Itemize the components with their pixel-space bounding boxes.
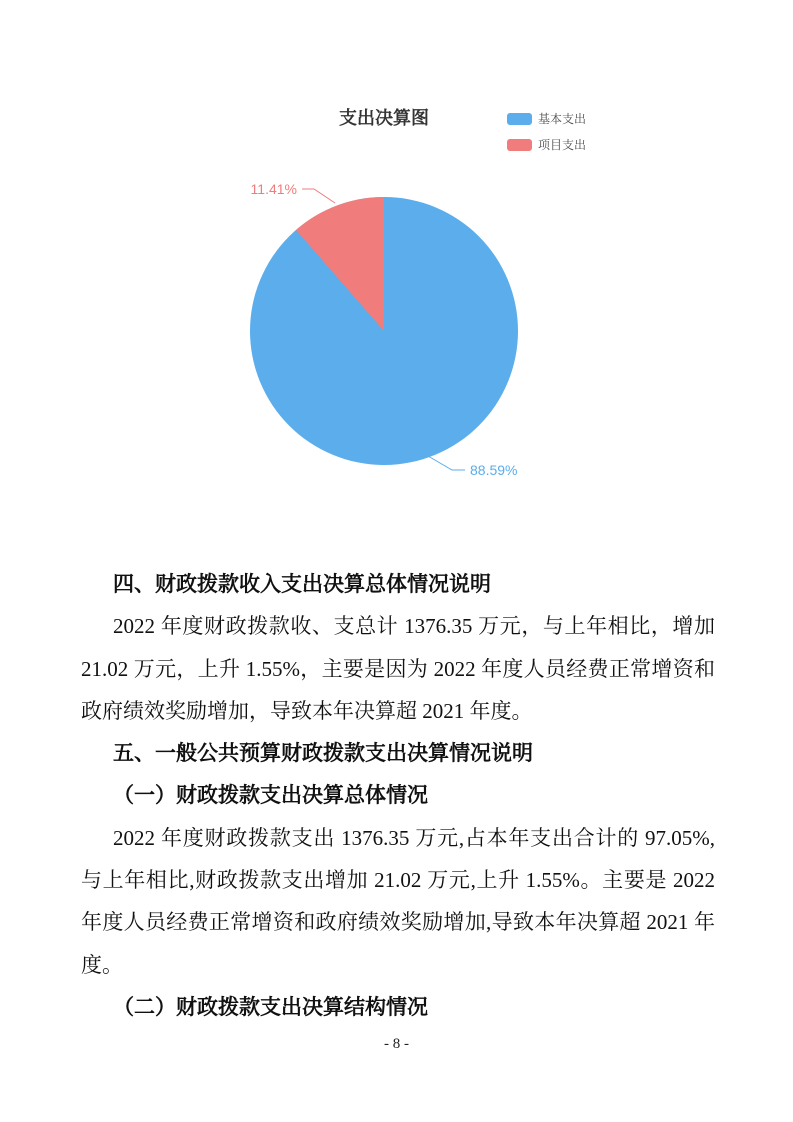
document-body xyxy=(81,563,715,1028)
page-number: - 8 - xyxy=(384,1036,409,1052)
section-4-paragraph: 2022 年度财政拨款收、支总计 1376.35 万元，与上年相比，增加 21.02 万元，上升 1.55%，主要是因为 2022 年度人员经费正常增资和政府绩效奖励增加，导致本年决算超 2021 年度。 xyxy=(81,614,715,723)
section-5-1-heading: （一）财政拨款支出决算总体情况 xyxy=(113,783,428,808)
section-4-heading: 四、财政拨款收入支出决算总体情况说明 xyxy=(113,572,491,596)
chart-title: 支出决算图 xyxy=(339,108,429,128)
leader-line-basic xyxy=(428,456,465,470)
pie-label-basic: 88.59% xyxy=(470,462,518,478)
pie-label-project: 11.41% xyxy=(250,181,297,197)
section-5-2-heading: （二）财政拨款支出决算结构情况 xyxy=(113,994,428,1019)
pie-chart xyxy=(0,0,793,520)
legend-label-project: 项目支出 xyxy=(538,138,587,152)
leader-line-project xyxy=(302,189,335,203)
section-5-heading: 五、一般公共预算财政拨款支出决算情况说明 xyxy=(113,741,533,766)
legend-label-basic: 基本支出 xyxy=(538,112,587,126)
section-5-1-paragraph: 2022 年度财政拨款支出 1376.35 万元,占本年支出合计的 97.05%,与上年相比,财政拨款支出增加 21.02 万元,上升 1.55%。主要是 2022 年度人员经费正常增资和政府绩效奖励增加,导致本年决算超 2021 年度。 xyxy=(81,825,715,977)
